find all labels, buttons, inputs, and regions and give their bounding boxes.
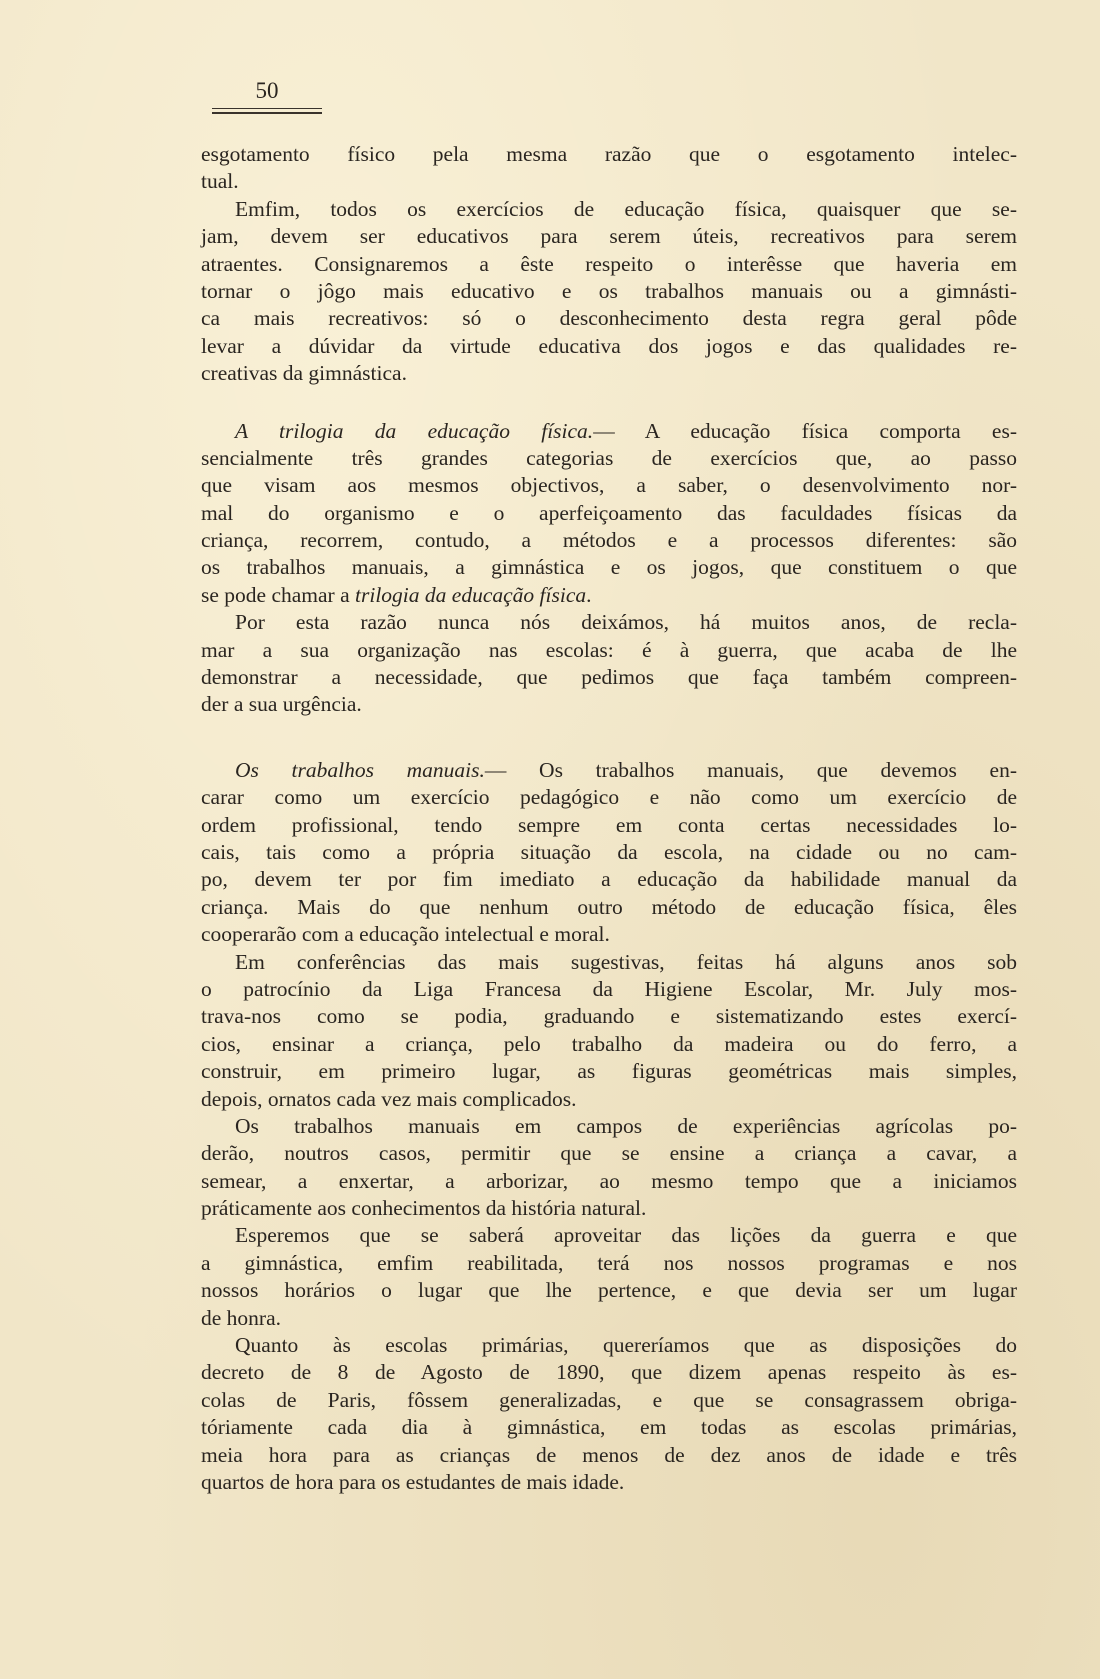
paragraph bbox=[201, 609, 1017, 719]
page-number-rule-bottom bbox=[212, 112, 322, 114]
text-line: a gimnástica, emfim reabilitada, terá nos nossos programas e nos bbox=[201, 1250, 1017, 1275]
text-line: demonstrar a necessidade, que pedimos que faça também compreen- bbox=[201, 665, 1017, 690]
text-line: nossos horários o lugar que lhe pertence, e que devia ser um lugar bbox=[201, 1278, 1017, 1303]
text-line: cais, tais como a própria situação da escola, na cidade ou no cam- bbox=[201, 839, 1017, 864]
paragraph bbox=[201, 949, 1017, 1113]
text-line: quartos de hora para os estudantes de mais idade. bbox=[201, 1469, 625, 1494]
text-line: o patrocínio da Liga Francesa da Higiene Escolar, Mr. July mos- bbox=[201, 976, 1017, 1001]
section-trilogia bbox=[201, 418, 1017, 610]
text-line: po, devem ter por fim imediato a educação da habilidade manual da bbox=[201, 867, 1017, 892]
body-text bbox=[201, 141, 1017, 1496]
text-line: de honra. bbox=[201, 1305, 281, 1330]
paragraph bbox=[201, 1222, 1017, 1332]
text-line: Em conferências das mais sugestivas, feitas há alguns anos sob bbox=[235, 949, 1017, 974]
text-line: esgotamento físico pela mesma razão que o esgotamento intelec- bbox=[201, 142, 1017, 166]
text-line: se pode chamar a trilogia da educação física. bbox=[201, 582, 592, 607]
section-heading: Os trabalhos manuais. bbox=[235, 757, 485, 782]
text-line: Por esta razão nunca nós deixámos, há muitos anos, de recla- bbox=[235, 610, 1017, 635]
text-line: ordem profissional, tendo sempre em conta certas necessidades lo- bbox=[201, 812, 1017, 837]
text-line: semear, a enxertar, a arborizar, ao mesmo tempo que a iniciamos bbox=[201, 1168, 1017, 1193]
text-line: sencialmente três grandes categorias de exercícios que, ao passo bbox=[201, 445, 1017, 470]
text-line: Esperemos que se saberá aproveitar das lições da guerra e que bbox=[235, 1223, 1017, 1248]
text-line: derão, noutros casos, permitir que se ensine a criança a cavar, a bbox=[201, 1141, 1017, 1166]
text-line: der a sua urgência. bbox=[201, 692, 362, 717]
paragraph bbox=[201, 1113, 1017, 1223]
text-line: Os trabalhos manuais em campos de experiências agrícolas po- bbox=[235, 1113, 1017, 1138]
text-line: cios, ensinar a criança, pelo trabalho da madeira ou do ferro, a bbox=[201, 1031, 1017, 1056]
text-line: meia hora para as crianças de menos de dez anos de idade e três bbox=[201, 1442, 1017, 1467]
text-line: depois, ornatos cada vez mais complicados. bbox=[201, 1086, 577, 1111]
text-line: cooperarão com a educação intelectual e moral. bbox=[201, 922, 610, 947]
page-number-rule-top bbox=[212, 108, 322, 109]
text-line: carar como um exercício pedagógico e não como um exercício de bbox=[201, 785, 1017, 810]
text-line: Emfim, todos os exercícios de educação física, quaisquer que se- bbox=[235, 196, 1017, 221]
text-line: atraentes. Consignaremos a êste respeito o interêsse que haveria em bbox=[201, 251, 1017, 276]
text-line: criança. Mais do que nenhum outro método de educação física, êles bbox=[201, 894, 1017, 919]
paragraph-continuation bbox=[201, 141, 1017, 196]
paragraph bbox=[201, 1332, 1017, 1496]
text-line: mar a sua organização nas escolas: é à guerra, que acaba de lhe bbox=[201, 637, 1017, 662]
section-trabalhos-manuais bbox=[201, 757, 1017, 949]
text-line: decreto de 8 de Agosto de 1890, que dizem apenas respeito às es- bbox=[201, 1360, 1017, 1385]
text-line: tóriamente cada dia à gimnástica, em todas as escolas primárias, bbox=[201, 1415, 1017, 1440]
text-line: Os trabalhos manuais.— Os trabalhos manuais, que devemos en- bbox=[235, 757, 1017, 782]
text-line: ca mais recreativos: só o desconhecimento desta regra geral pôde bbox=[201, 306, 1017, 331]
text-line: mal do organismo e o aperfeiçoamento das faculdades físicas da bbox=[201, 500, 1017, 525]
text-line: criança, recorrem, contudo, a métodos e a processos diferentes: são bbox=[201, 528, 1017, 553]
text-line: A trilogia da educação física.— A educação física comporta es- bbox=[235, 418, 1017, 443]
text-line: Quanto às escolas primárias, quereríamos que as disposições do bbox=[235, 1333, 1017, 1358]
text-line: tual. bbox=[201, 169, 239, 194]
page-number: 50 bbox=[255, 78, 279, 103]
text-line: construir, em primeiro lugar, as figuras geométricas mais simples, bbox=[201, 1059, 1017, 1084]
text-line: tornar o jôgo mais educativo e os trabalhos manuais ou a gimnásti- bbox=[201, 278, 1017, 303]
paragraph bbox=[201, 196, 1017, 388]
section-heading: A trilogia da educação física. bbox=[235, 418, 594, 443]
italic-term: trilogia da educação física bbox=[355, 582, 587, 607]
text-line: práticamente aos conhecimentos da história natural. bbox=[201, 1196, 647, 1221]
text-line: colas de Paris, fôssem generalizadas, e que se consagrassem obriga- bbox=[201, 1387, 1017, 1412]
text-line: os trabalhos manuais, a gimnástica e os jogos, que constituem o que bbox=[201, 555, 1017, 580]
text-line: que visam aos mesmos objectivos, a saber, o desenvolvimento nor- bbox=[201, 473, 1017, 498]
text-line: jam, devem ser educativos para serem úteis, recreativos para serem bbox=[201, 224, 1017, 249]
text-line: trava-nos como se podia, graduando e sistematizando estes exercí- bbox=[201, 1004, 1017, 1029]
text-line: levar a dúvidar da virtude educativa dos jogos e das qualidades re- bbox=[201, 333, 1017, 358]
text-line: creativas da gimnástica. bbox=[201, 361, 407, 386]
